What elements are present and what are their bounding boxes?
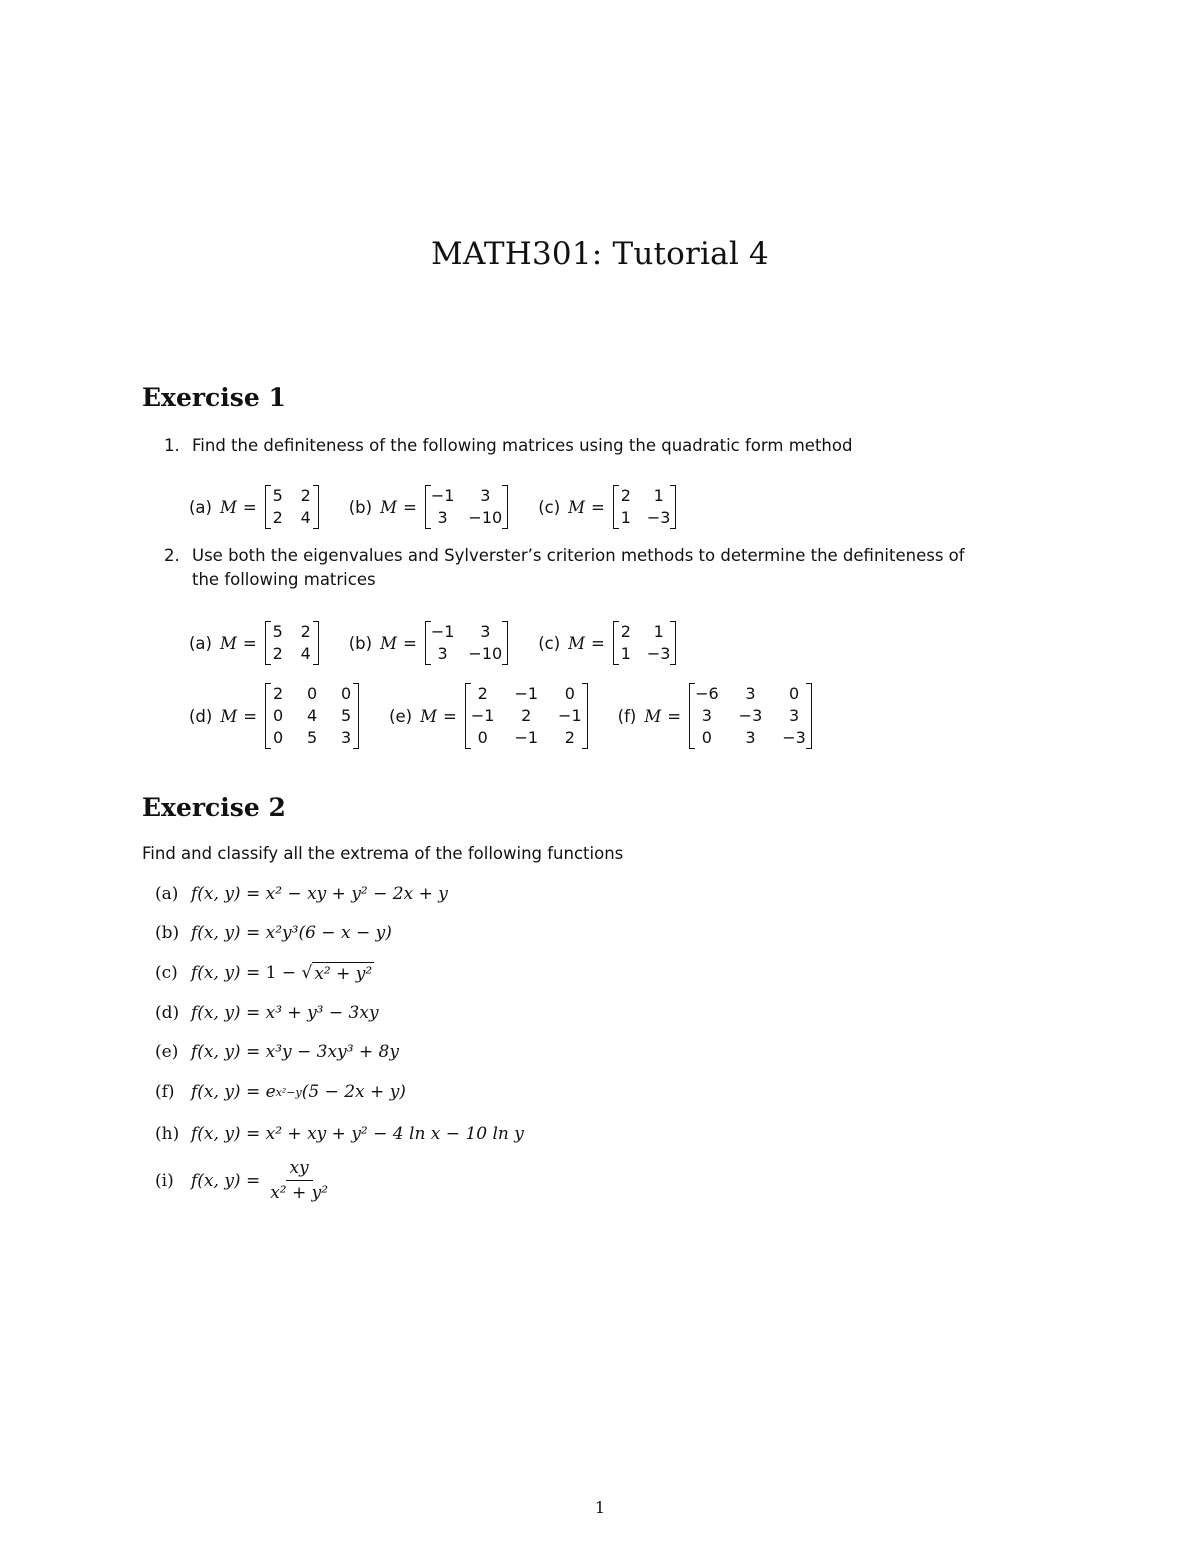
function-lhs: f(x, y) =	[191, 1042, 261, 1062]
matrix-cell: −10	[468, 508, 503, 527]
equals-sign: =	[403, 633, 417, 653]
equals-sign: =	[243, 706, 258, 726]
function-exp-base: e	[265, 1082, 276, 1102]
function-lhs: f(x, y) =	[191, 1003, 261, 1023]
right-bracket	[502, 485, 507, 529]
matrix-cell: 4	[300, 508, 311, 527]
matrix-cell: −1	[470, 706, 495, 725]
equals-sign: =	[591, 633, 605, 653]
left-bracket	[614, 621, 619, 665]
function-i	[155, 1158, 332, 1203]
matrix-cell: −3	[646, 508, 671, 527]
matrix-cell: 3	[745, 684, 756, 703]
right-bracket	[806, 683, 811, 749]
q1-number: 1.	[164, 436, 180, 455]
fraction-denominator: x² + y²	[270, 1183, 329, 1203]
matrix-cell: 5	[272, 486, 283, 505]
matrix-cell: 3	[701, 706, 712, 725]
matrix-cell: 2	[273, 684, 284, 703]
matrix-variable: M	[644, 706, 662, 726]
function-h	[155, 1124, 524, 1144]
right-bracket	[353, 683, 358, 749]
q2-text-line2: the following matrices	[192, 570, 376, 589]
matrix-cell: 0	[701, 728, 712, 747]
function-d	[155, 1003, 379, 1023]
matrix-variable: M	[220, 633, 237, 653]
equals-sign: =	[443, 706, 457, 726]
matrix-cell: 2	[564, 728, 575, 747]
function-c	[155, 962, 374, 984]
function-rhs: x³y − 3xy³ + 8y	[265, 1042, 399, 1062]
q2-matrices-row-1	[189, 618, 678, 668]
function-label: (i)	[155, 1170, 174, 1191]
equals-sign: =	[403, 497, 417, 517]
matrix-cell: 3	[745, 728, 756, 747]
matrix-cell: 3	[480, 622, 491, 641]
q2-text-line1: Use both the eigenvalues and Sylverster’s criterion methods to determine the definiteness of	[192, 546, 965, 565]
matrix	[423, 621, 510, 665]
matrix-cell: 0	[273, 706, 284, 725]
function-a	[155, 884, 448, 904]
function-label: (d)	[155, 1003, 180, 1023]
matrix-variable: M	[220, 706, 238, 726]
matrix-label: (a)	[189, 633, 212, 653]
matrix-cell: 2	[620, 622, 631, 641]
matrix-label: (e)	[389, 706, 413, 726]
matrix-cell: 2	[300, 622, 311, 641]
matrix	[611, 621, 679, 665]
function-f	[155, 1082, 406, 1102]
matrix-cell: −6	[695, 684, 719, 703]
right-bracket	[670, 485, 675, 529]
function-lhs: f(x, y) =	[191, 923, 261, 943]
function-e	[155, 1042, 399, 1062]
function-b	[155, 923, 392, 943]
matrix-cell: 3	[437, 508, 448, 527]
function-exponent: x²−y	[275, 1085, 302, 1099]
page-title: MATH301: Tutorial 4	[431, 236, 769, 272]
matrix-label: (a)	[189, 497, 212, 517]
matrix-cell: −10	[468, 644, 503, 663]
exercise-1-heading: Exercise 1	[142, 383, 286, 412]
left-bracket	[426, 485, 431, 529]
matrix	[463, 683, 590, 749]
matrix-cell: 0	[788, 684, 800, 703]
left-bracket	[466, 683, 471, 749]
right-bracket	[313, 621, 318, 665]
matrix-cell: −1	[430, 486, 455, 505]
matrix-cell: 1	[620, 508, 631, 527]
matrix-cell: −3	[738, 706, 763, 725]
equals-sign: =	[667, 706, 682, 726]
right-bracket	[502, 621, 507, 665]
matrix-cell: 0	[564, 684, 575, 703]
matrix-cell: −3	[646, 644, 671, 663]
q1-matrices-row	[189, 482, 678, 532]
matrix-cell: 5	[307, 728, 318, 747]
sqrt-radicand: x² + y²	[314, 964, 373, 984]
fraction	[266, 1158, 332, 1203]
function-label: (e)	[155, 1042, 179, 1062]
matrix-variable: M	[380, 497, 397, 517]
matrix-cell: 2	[300, 486, 311, 505]
matrix-cell: 4	[307, 706, 318, 725]
function-rhs: x² − xy + y² − 2x + y	[265, 884, 448, 904]
equals-sign: =	[242, 497, 257, 517]
matrix-cell: 1	[653, 486, 664, 505]
matrix-cell: 3	[341, 728, 352, 747]
function-rhs: x²y³(6 − x − y)	[265, 923, 392, 943]
matrix-cell: 0	[477, 728, 488, 747]
exercise-2-heading: Exercise 2	[142, 793, 286, 822]
matrix-cell: 1	[653, 622, 664, 641]
function-lhs: f(x, y) =	[191, 1082, 261, 1102]
function-lhs: f(x, y) =	[191, 884, 261, 904]
matrix-variable: M	[568, 497, 586, 517]
matrix-label: (d)	[189, 706, 213, 726]
function-label: (c)	[155, 963, 178, 983]
matrix-cell: −1	[514, 684, 539, 703]
function-label: (b)	[155, 923, 180, 943]
matrix-variable: M	[220, 497, 237, 517]
matrix-cell: 3	[788, 706, 800, 725]
equals-sign: =	[591, 497, 605, 517]
right-bracket	[582, 683, 587, 749]
matrix-cell: 4	[300, 644, 311, 663]
matrix-label: (f)	[617, 706, 637, 726]
matrix-cell: 3	[480, 486, 491, 505]
left-bracket	[426, 621, 431, 665]
matrix-cell: 5	[341, 706, 352, 725]
matrix-cell: −1	[430, 622, 455, 641]
matrix-label: (c)	[538, 633, 561, 653]
page-number: 1	[594, 1498, 606, 1517]
right-bracket	[313, 485, 318, 529]
function-rhs: x² + xy + y² − 4 ln x − 10 ln y	[265, 1124, 524, 1144]
left-bracket	[266, 683, 271, 749]
right-bracket	[670, 621, 675, 665]
matrix-label: (b)	[348, 497, 373, 517]
matrix-label: (b)	[348, 633, 373, 653]
function-rhs: (5 − 2x + y)	[301, 1082, 406, 1102]
matrix-variable: M	[420, 706, 438, 726]
sqrt-prefix: 1 − √	[265, 963, 313, 983]
function-lhs: f(x, y) =	[191, 1124, 261, 1144]
left-bracket	[690, 683, 695, 749]
function-lhs: f(x, y) =	[191, 1170, 261, 1191]
left-bracket	[266, 485, 271, 529]
matrix-cell: −1	[558, 706, 582, 725]
matrix-cell: 5	[272, 622, 283, 641]
left-bracket	[266, 621, 271, 665]
matrix-cell: 1	[620, 644, 631, 663]
function-label: (a)	[155, 884, 179, 904]
matrix-label: (c)	[538, 497, 561, 517]
matrix	[423, 485, 510, 529]
equals-sign: =	[242, 633, 257, 653]
matrix	[263, 683, 361, 749]
function-label: (f)	[155, 1082, 175, 1102]
q2-matrices-row-2	[189, 681, 814, 751]
matrix-cell: 2	[620, 486, 631, 505]
matrix-cell: 0	[307, 684, 318, 703]
matrix-variable: M	[380, 633, 397, 653]
function-rhs: x³ + y³ − 3xy	[265, 1003, 379, 1023]
matrix	[687, 683, 814, 749]
matrix-cell: 2	[272, 508, 283, 527]
exercise-2-intro: Find and classify all the extrema of the following functions	[142, 844, 624, 863]
matrix-cell: 2	[477, 684, 488, 703]
function-label: (h)	[155, 1124, 180, 1144]
fraction-numerator: xy	[286, 1158, 313, 1181]
matrix-variable: M	[568, 633, 586, 653]
matrix	[611, 485, 679, 529]
matrix-cell: 2	[521, 706, 532, 725]
matrix-cell: −1	[514, 728, 539, 747]
matrix-cell: 0	[273, 728, 284, 747]
q1-text: Find the definiteness of the following matrices using the quadratic form method	[192, 436, 853, 455]
left-bracket	[614, 485, 619, 529]
matrix	[263, 621, 321, 665]
q2-number: 2.	[164, 546, 180, 565]
matrix-cell: 2	[272, 644, 283, 663]
function-lhs: f(x, y) =	[191, 963, 261, 983]
matrix-cell: −3	[782, 728, 806, 747]
matrix	[263, 485, 321, 529]
matrix-cell: 0	[341, 684, 352, 703]
matrix-cell: 3	[437, 644, 448, 663]
